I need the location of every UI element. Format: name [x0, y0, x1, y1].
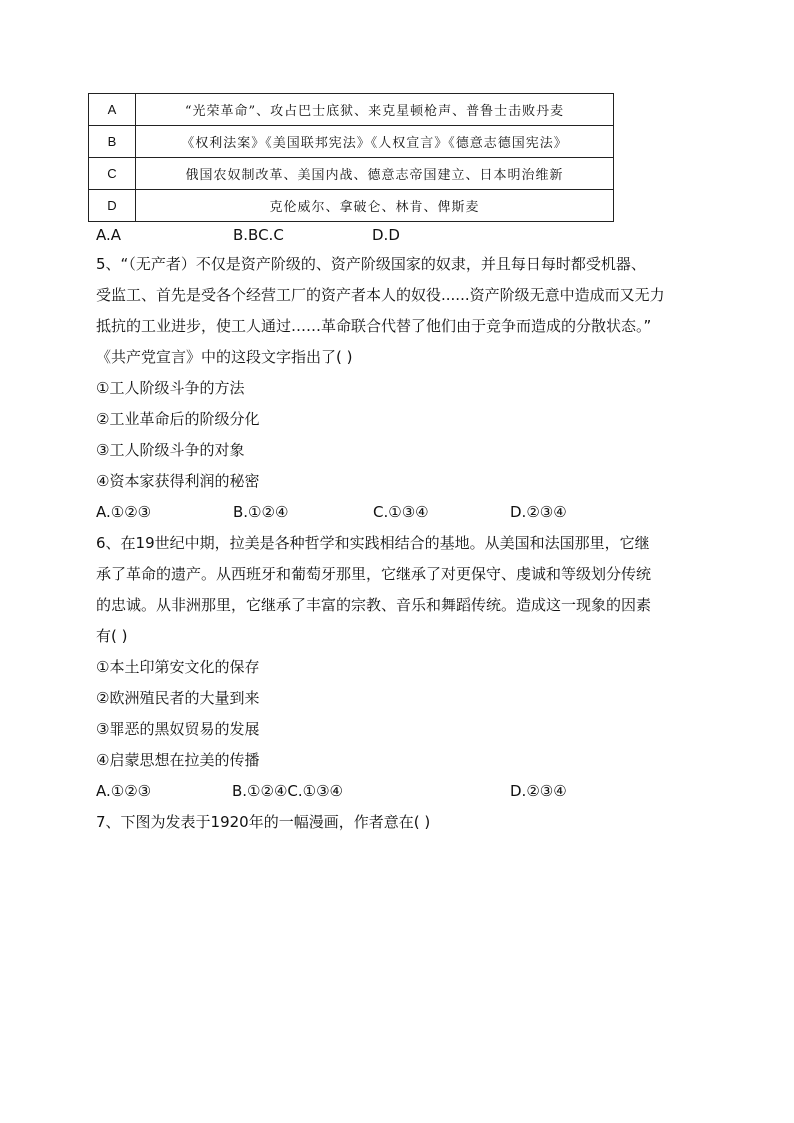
q6-item: ④启蒙思想在拉美的传播	[96, 751, 260, 769]
q5-item: ②工业革命后的阶级分化	[96, 410, 260, 428]
q5-stem-line: 受监工、首先是受各个经营工厂的资产者本人的奴役......资产阶级无意中造成而又无力	[96, 286, 665, 304]
answer-d: D.②③④	[510, 503, 567, 521]
answer-c: C.①③④	[373, 503, 429, 521]
table-row	[89, 126, 614, 158]
option-text: 克伦威尔、拿破仑、林肯、俾斯麦	[136, 190, 614, 222]
q6-item: ③罪恶的黑奴贸易的发展	[96, 720, 260, 738]
option-text: 俄国农奴制改革、美国内战、德意志帝国建立、日本明治维新	[136, 158, 614, 190]
option-letter: C	[89, 158, 136, 190]
option-text: “光荣革命”、攻占巴士底狱、来克星顿枪声、普鲁士击败丹麦	[136, 94, 614, 126]
q5-stem-line: 《共产党宣言》中的这段文字指出了( )	[96, 348, 353, 366]
answer-bc: B.①②④C.①③④	[232, 782, 343, 800]
q6-stem-line: 的忠诚。从非洲那里，它继承了丰富的宗教、音乐和舞蹈传统。造成这一现象的因素	[96, 596, 652, 614]
answer-d: D.②③④	[510, 782, 567, 800]
table-row	[89, 158, 614, 190]
answer-a: A.①②③	[96, 503, 152, 521]
q5-stem-line: 5、“（无产者）不仅是资产阶级的、资产阶级国家的奴隶，并且每日每时都受机器、	[96, 255, 646, 273]
option-letter: B	[89, 126, 136, 158]
q4-options-table	[88, 93, 614, 222]
table-row	[89, 94, 614, 126]
answer-b: B.①②④	[233, 503, 289, 521]
option-letter: A	[89, 94, 136, 126]
answer-a: A.A	[96, 226, 122, 244]
q7-stem: 7、下图为发表于1920年的一幅漫画，作者意在( )	[96, 813, 431, 831]
q6-item: ①本土印第安文化的保存	[96, 658, 260, 676]
q6-item: ②欧洲殖民者的大量到来	[96, 689, 260, 707]
q5-item: ④资本家获得利润的秘密	[96, 472, 260, 490]
option-letter: D	[89, 190, 136, 222]
answer-a: A.①②③	[96, 782, 152, 800]
answer-bc: B.BC.C	[233, 226, 284, 244]
q6-stem-line: 6、在19世纪中期，拉美是各种哲学和实践相结合的基地。从美国和法国那里，它继	[96, 534, 650, 552]
option-text: 《权利法案》《美国联邦宪法》《人权宣言》《德意志德国宪法》	[136, 126, 614, 158]
q6-stem-line: 有( )	[96, 627, 128, 645]
q6-stem-line: 承了革命的遗产。从西班牙和葡萄牙那里，它继承了对更保守、虔诚和等级划分传统	[96, 565, 652, 583]
answer-d: D.D	[372, 226, 400, 244]
q5-stem-line: 抵抗的工业进步，使工人通过……革命联合代替了他们由于竞争而造成的分散状态。”	[96, 317, 652, 335]
table-row	[89, 190, 614, 222]
q5-item: ①工人阶级斗争的方法	[96, 379, 245, 397]
q5-item: ③工人阶级斗争的对象	[96, 441, 245, 459]
